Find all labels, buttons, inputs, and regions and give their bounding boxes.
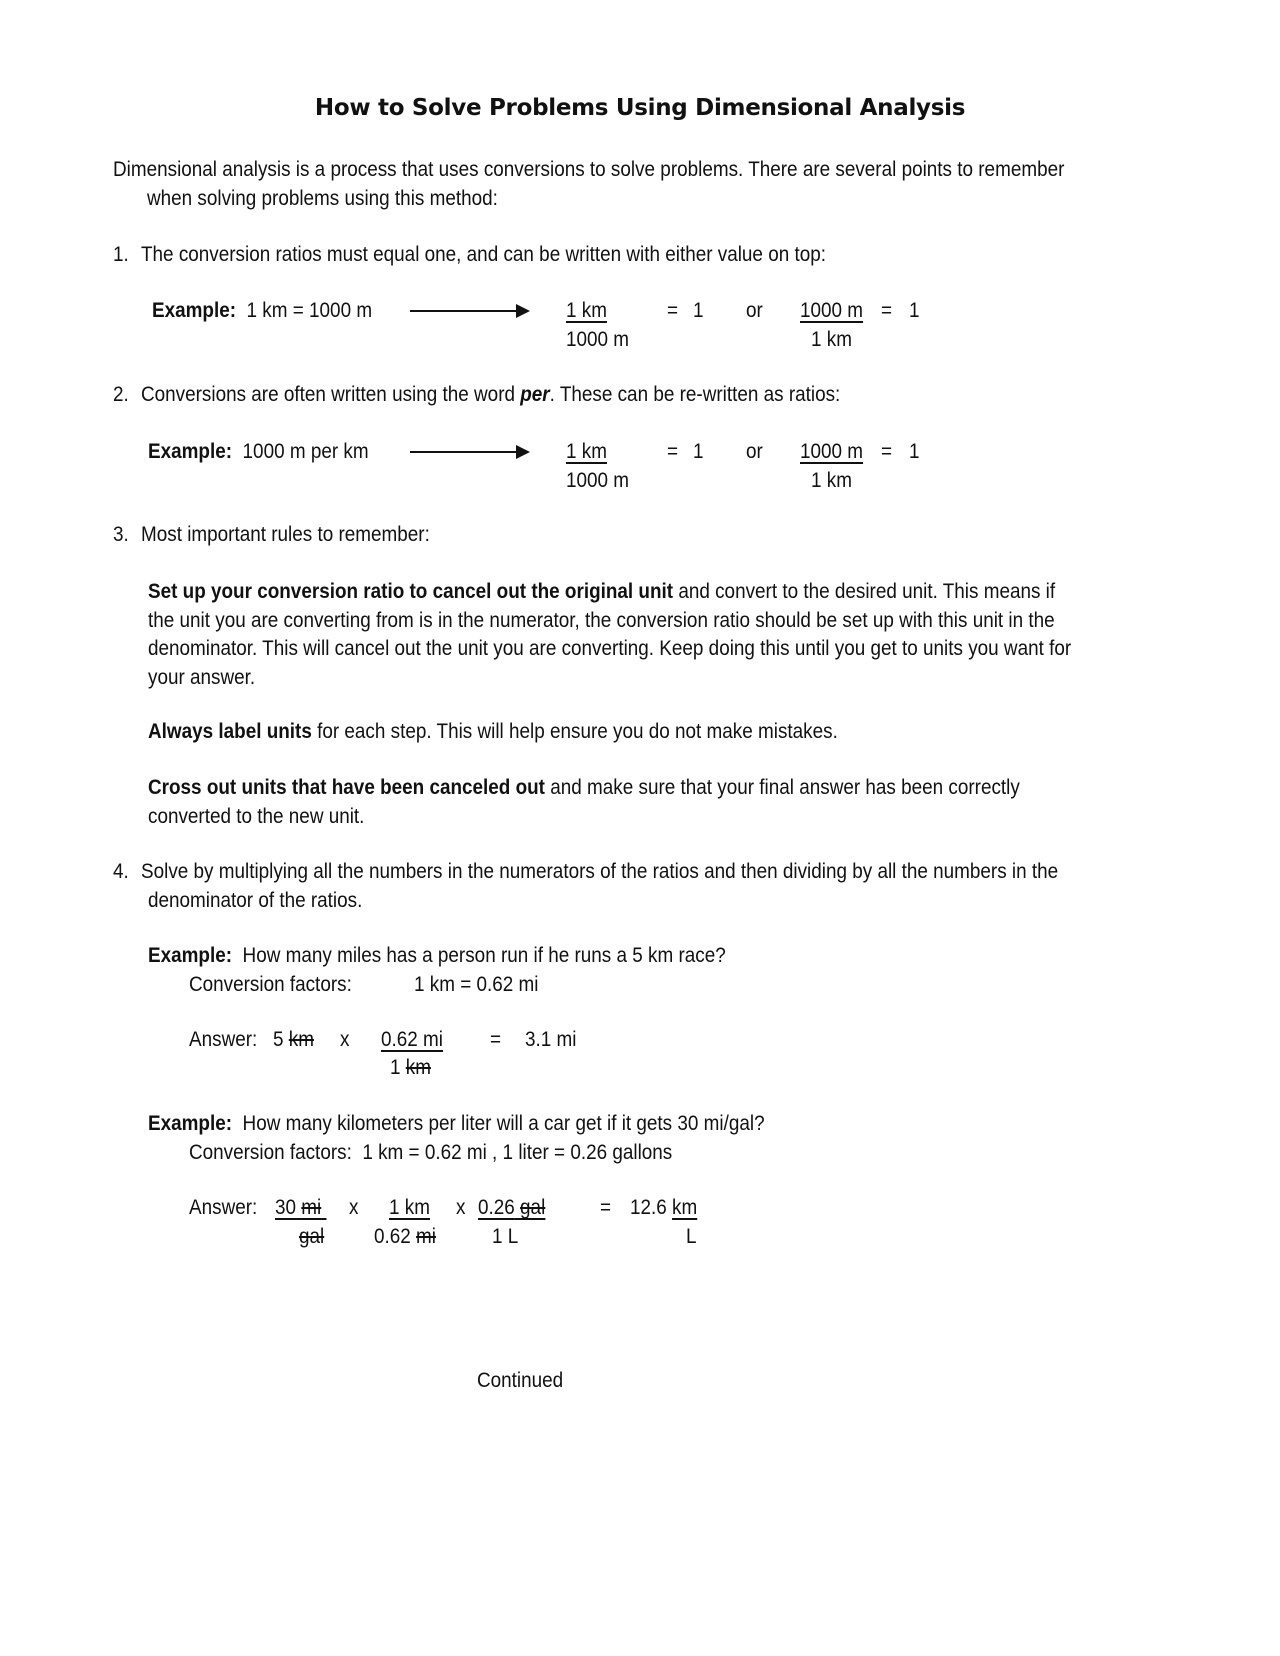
ex2-equals: = [600,1196,612,1219]
item-1-text: The conversion ratios must equal one, and can be written with either value on top: [141,243,826,266]
ratio-b-numerator: 1000 m [800,440,864,463]
ratio-b-equals: = [881,440,893,463]
ex2-ratio-2-denominator: 0.62 mi [374,1225,437,1248]
ex2-times-2: x [456,1196,466,1219]
item-4-number: 4. [113,860,129,883]
ex2-factors-line: Conversion factors: 1 km = 0.62 mi , 1 liter = 0.26 gallons [189,1141,673,1164]
item-1-example [152,296,372,325]
or-text: or [746,440,763,463]
ex2-result-denominator: L [686,1225,697,1248]
rule-1-line-2: the unit you are converting from is in the numerator, the conversion ratio should be set up with this unit in the [148,609,1055,632]
right-arrow-icon [410,310,528,312]
rule-2: Always label units for each step. This will help ensure you do not make mistakes. [148,720,838,743]
ratio-b-one: 1 [909,299,920,322]
ex2-ratio-3-denominator: 1 L [492,1225,519,1248]
ex2-result: 12.6 km [630,1196,698,1219]
ex2-ratio-3-numerator: 0.26 gal [478,1196,546,1219]
example-label: Example: [148,440,233,463]
ex2-answer-label: Answer: [189,1196,258,1219]
ratio-a-denominator: 1000 m [566,469,630,492]
continued-note: Continued [477,1369,564,1392]
rule-1-line-1: Set up your conversion ratio to cancel out the original unit and convert to the desired unit. This means if [148,580,1056,603]
right-arrow-icon [410,451,528,453]
or-text: or [746,299,763,322]
ex2-question-line: Example: How many kilometers per liter will a car get if it gets 30 mi/gal? [148,1112,765,1135]
ex1-answer-label: Answer: [189,1028,258,1051]
ex1-times: x [340,1028,350,1051]
ex1-factors: 1 km = 0.62 mi [414,973,539,996]
ex1-ratio-numerator: 0.62 mi [381,1028,443,1051]
rule-3-line-2: converted to the new unit. [148,805,365,828]
intro-line-1: Dimensional analysis is a process that uses conversions to solve problems. There are several points to remember [113,158,1065,181]
rule-3-line-1: Cross out units that have been canceled out and make sure that your final answer has been correctly [148,776,1020,799]
item-4-line-1: Solve by multiplying all the numbers in the numerators of the ratios and then dividing by all the numbers in the [141,860,1059,883]
item-3-text: Most important rules to remember: [141,523,430,546]
item-3-number: 3. [113,523,129,546]
ratio-b-denominator: 1 km [811,328,852,351]
example-text: 1 km = 1000 m [246,299,373,322]
ratio-a-equals: = [667,299,679,322]
ratio-b-numerator: 1000 m [800,299,864,322]
item-1-number: 1. [113,243,129,266]
example-label: Example: [152,299,237,322]
ratio-a-numerator: 1 km [566,299,607,322]
ratio-a-one: 1 [693,440,704,463]
ratio-b-equals: = [881,299,893,322]
ex1-ratio-denominator: 1 km [390,1056,431,1079]
ratio-b-denominator: 1 km [811,469,852,492]
ratio-a-one: 1 [693,299,704,322]
ex1-given: 5 km [273,1028,314,1051]
ex1-result: 3.1 mi [525,1028,577,1051]
ratio-b-one: 1 [909,440,920,463]
rule-1-line-3: denominator. This will cancel out the unit you are converting. Keep doing this until you get to units you want for [148,637,1072,660]
item-2-number: 2. [113,383,129,406]
page-title: How to Solve Problems Using Dimensional Analysis [314,95,966,121]
example-text: 1000 m per km [242,440,369,463]
ex1-factors-label: Conversion factors: [189,973,352,996]
ratio-a-denominator: 1000 m [566,328,630,351]
ratio-a-numerator: 1 km [566,440,607,463]
ex2-times-1: x [349,1196,359,1219]
rule-1-line-4: your answer. [148,666,256,689]
ratio-a-equals: = [667,440,679,463]
ex2-ratio-2-numerator: 1 km [389,1196,430,1219]
item-4-line-2: denominator of the ratios. [148,889,363,912]
ex2-ratio-1-denominator: gal [299,1225,325,1248]
item-2-text: Conversions are often written using the word per. These can be re-written as ratios: [141,383,841,406]
ex1-question-line: Example: How many miles has a person run if he runs a 5 km race? [148,944,726,967]
ex1-equals: = [490,1028,502,1051]
intro-line-2: when solving problems using this method: [147,187,498,210]
item-2-example [148,437,369,466]
ex2-ratio-1-numerator: 30 mi [275,1196,322,1219]
